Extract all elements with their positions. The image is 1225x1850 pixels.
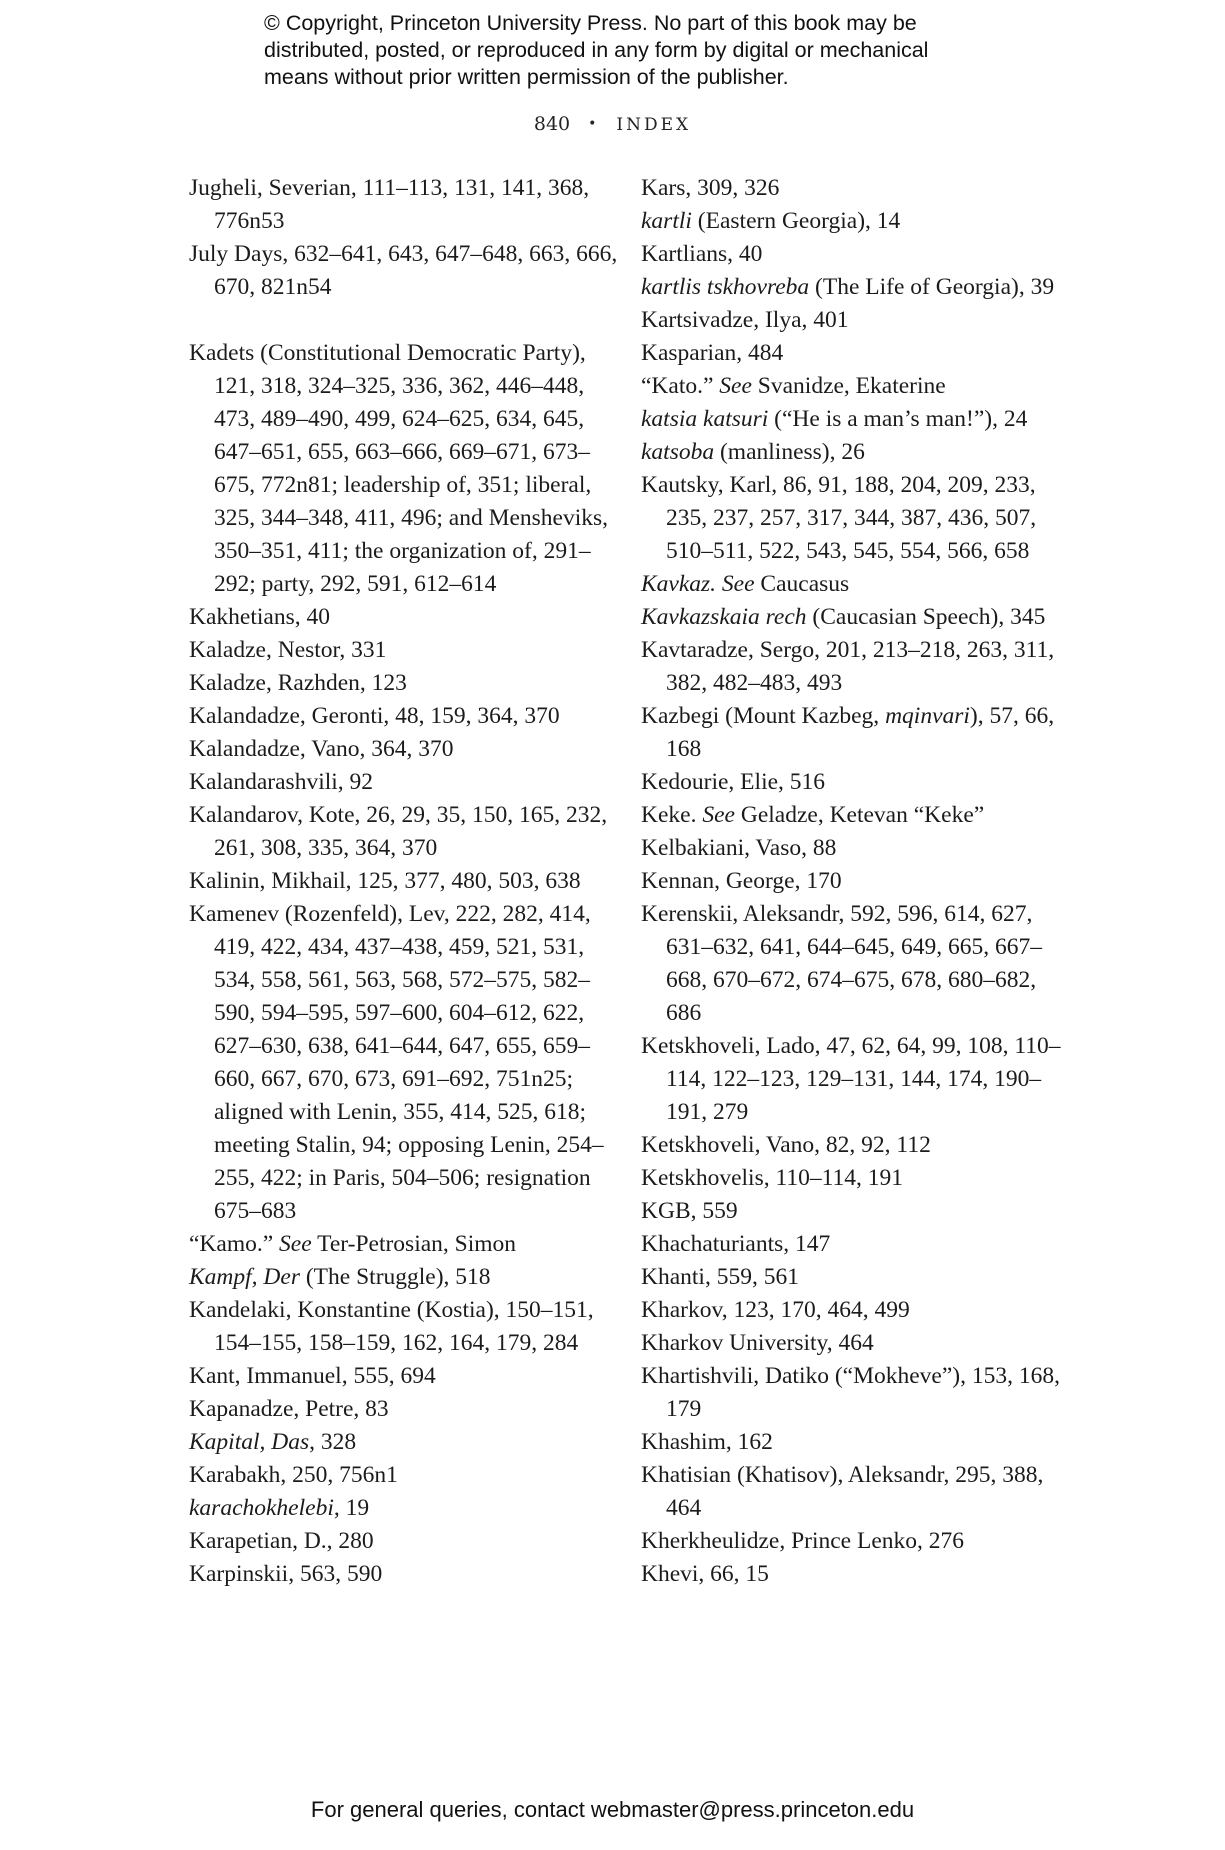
index-entry: Karpinskii, 563, 590 — [189, 1561, 383, 1587]
index-entry: Karapetian, D., 280 — [189, 1528, 374, 1554]
entry-text: (The Life of Georgia), 39 — [809, 274, 1055, 300]
entry-text: (manliness), 26 — [714, 439, 865, 465]
index-entry: Kadets (Constitutional Democratic Party), 121, 318, 324–325, 336, 362, 446–448, 473, 489–490, 499, 624–625, 634, 645, 647–651, 655, 663–666, 669–671, 673–675, 772n81; leadership of, 351; liberal, 325, 344–348, 411, 496; and Mensheviks, 350–351, 411; the organization of, 291–292; party, 292, 591, 612–614 — [189, 340, 609, 597]
entry-see: See — [719, 373, 752, 399]
index-entry: Khevi, 66, 15 — [641, 1561, 769, 1587]
index-entry: Khartishvili, Datiko (“Mokheve”), 153, 168, 179 — [641, 1363, 1060, 1422]
index-entry: Ketskhoveli, Vano, 82, 92, 112 — [641, 1132, 931, 1158]
copyright-line: distributed, posted, or reproduced in any form by digital or mechanical — [264, 38, 929, 62]
entry-text: Keke. — [641, 802, 703, 828]
copyright-notice — [264, 10, 984, 91]
page-number: 840 — [533, 113, 571, 135]
index-entry: Jugheli, Severian, 111–113, 131, 141, 368, 776n53 — [189, 175, 590, 234]
index-entry: Kedourie, Elie, 516 — [641, 769, 826, 795]
index-entry — [189, 1492, 629, 1525]
entry-italic: mqinvari — [885, 703, 970, 729]
entry-text: , 328 — [309, 1429, 357, 1455]
entry-text: Ter-Petrosian, Simon — [311, 1231, 517, 1257]
entry-italic: karachokhelebi — [189, 1495, 334, 1521]
index-entry: Kalinin, Mikhail, 125, 377, 480, 503, 638 — [189, 868, 581, 894]
entry-italic: Kampf, Der — [189, 1264, 300, 1290]
running-head — [0, 113, 1225, 135]
index-entry: Kartsivadze, Ilya, 401 — [641, 307, 849, 333]
index-entry: Kaladze, Razhden, 123 — [189, 670, 407, 696]
index-entry: Kelbakiani, Vaso, 88 — [641, 835, 837, 861]
index-entry: Kautsky, Karl, 86, 91, 188, 204, 209, 233, 235, 237, 257, 317, 344, 387, 436, 507, 510–511, 522, 543, 545, 554, 566, 658 — [641, 472, 1037, 564]
index-entry: Ketskhovelis, 110–114, 191 — [641, 1165, 903, 1191]
index-entry: Kherkheulidze, Prince Lenko, 276 — [641, 1528, 965, 1554]
section-title: INDEX — [616, 115, 692, 135]
separator-bullet: • — [588, 116, 599, 132]
index-entry: Kalandarashvili, 92 — [189, 769, 374, 795]
index-entry — [641, 370, 1061, 403]
index-entry: Kartlians, 40 — [641, 241, 763, 267]
index-entry — [641, 799, 1061, 832]
index-entry: Kalandadze, Vano, 364, 370 — [189, 736, 454, 762]
index-entry: July Days, 632–641, 643, 647–648, 663, 666, 670, 821n54 — [189, 241, 618, 300]
entry-text: (“He is a man’s man!”), 24 — [768, 406, 1028, 432]
index-entry: Khachaturiants, 147 — [641, 1231, 831, 1257]
index-entry: Kerenskii, Aleksandr, 592, 596, 614, 627, 631–632, 641, 644–645, 649, 665, 667–668, 670–672, 674–675, 678, 680–682, 686 — [641, 901, 1042, 1026]
index-entry: Kamenev (Rozenfeld), Lev, 222, 282, 414, 419, 422, 434, 437–438, 459, 521, 531, 534, 558, 561, 563, 568, 572–575, 582–590, 594–595, 597–600, 604–612, 622, 627–630, 638, 641–644, 647, 655, 659–660, 667, 670, 673, 691–692, 751n25; aligned with Lenin, 355, 414, 525, 618; meeting Stalin, 94; opposing Lenin, 254–255, 422; in Paris, 504–506; resignation 675–683 — [189, 901, 604, 1224]
index-entry: Karabakh, 250, 756n1 — [189, 1462, 398, 1488]
index-column-left — [189, 172, 629, 1591]
index-entry — [641, 205, 1061, 238]
index-entry: Kakhetians, 40 — [189, 604, 330, 630]
index-entry: Kalandarov, Kote, 26, 29, 35, 150, 165, 232, 261, 308, 335, 364, 370 — [189, 802, 608, 861]
entry-italic: kartli — [641, 208, 692, 234]
index-entry: Kavtaradze, Sergo, 201, 213–218, 263, 311, 382, 482–483, 493 — [641, 637, 1055, 696]
entry-italic: Kavkaz. See — [641, 571, 755, 597]
entry-italic: katsoba — [641, 439, 715, 465]
index-entry — [641, 568, 1061, 601]
index-entry — [641, 436, 1061, 469]
index-entry: Kars, 309, 326 — [641, 175, 780, 201]
copyright-line: © Copyright, Princeton University Press. No part of this book may be — [264, 11, 917, 35]
entry-italic: katsia katsuri — [641, 406, 769, 432]
index-entry — [641, 271, 1061, 304]
index-entry: Kapanadze, Petre, 83 — [189, 1396, 389, 1422]
entry-text: Caucasus — [754, 571, 850, 597]
index-entry: Kharkov University, 464 — [641, 1330, 874, 1356]
index-entry: Kaladze, Nestor, 331 — [189, 637, 387, 663]
entry-see: See — [702, 802, 735, 828]
index-entry: Kennan, George, 170 — [641, 868, 842, 894]
index-entry: KGB, 559 — [641, 1198, 738, 1224]
index-entry: Kant, Immanuel, 555, 694 — [189, 1363, 436, 1389]
entry-italic: Kavkazskaia rech — [641, 604, 807, 630]
entry-text: , 19 — [333, 1495, 370, 1521]
index-entry: Kharkov, 123, 170, 464, 499 — [641, 1297, 910, 1323]
entry-text: ), 57, 66, 168 — [666, 703, 1055, 762]
entry-see: See — [279, 1231, 312, 1257]
index-entry: Khatisian (Khatisov), Aleksandr, 295, 388, 464 — [641, 1462, 1044, 1521]
index-entry: Kalandadze, Geronti, 48, 159, 364, 370 — [189, 703, 560, 729]
index-entry — [641, 403, 1061, 436]
index-entry: Kandelaki, Konstantine (Kostia), 150–151, 154–155, 158–159, 162, 164, 179, 284 — [189, 1297, 594, 1356]
entry-text: Geladze, Ketevan “Keke” — [734, 802, 985, 828]
index-entry: Ketskhoveli, Lado, 47, 62, 64, 99, 108, 110–114, 122–123, 129–131, 144, 174, 190–191, 279 — [641, 1033, 1061, 1125]
index-entry — [189, 1426, 629, 1459]
copyright-line: means without prior written permission of the publisher. — [264, 65, 789, 89]
entry-text: (Eastern Georgia), 14 — [691, 208, 901, 234]
index-entry — [641, 700, 1061, 766]
footer-contact: For general queries, contact webmaster@press.princeton.edu — [310, 1797, 915, 1822]
index-entry: Khashim, 162 — [641, 1429, 773, 1455]
entry-text: Kazbegi (Mount Kazbeg, — [641, 703, 886, 729]
entry-text: Svanidze, Ekaterine — [751, 373, 946, 399]
index-entry — [641, 601, 1061, 634]
index-entry — [189, 1261, 629, 1294]
entry-text: “Kato.” — [641, 373, 720, 399]
entry-italic: kartlis tskhovreba — [641, 274, 810, 300]
entry-text: “Kamo.” — [189, 1231, 280, 1257]
entry-text: (Caucasian Speech), 345 — [806, 604, 1046, 630]
entry-text: (The Struggle), 518 — [299, 1264, 491, 1290]
letter-gap — [189, 304, 629, 337]
index-entry: Kasparian, 484 — [641, 340, 784, 366]
index-entry: Khanti, 559, 561 — [641, 1264, 799, 1290]
index-column-right — [641, 172, 1061, 1591]
index-entry — [189, 1228, 629, 1261]
entry-italic: Kapital, Das — [189, 1429, 310, 1455]
